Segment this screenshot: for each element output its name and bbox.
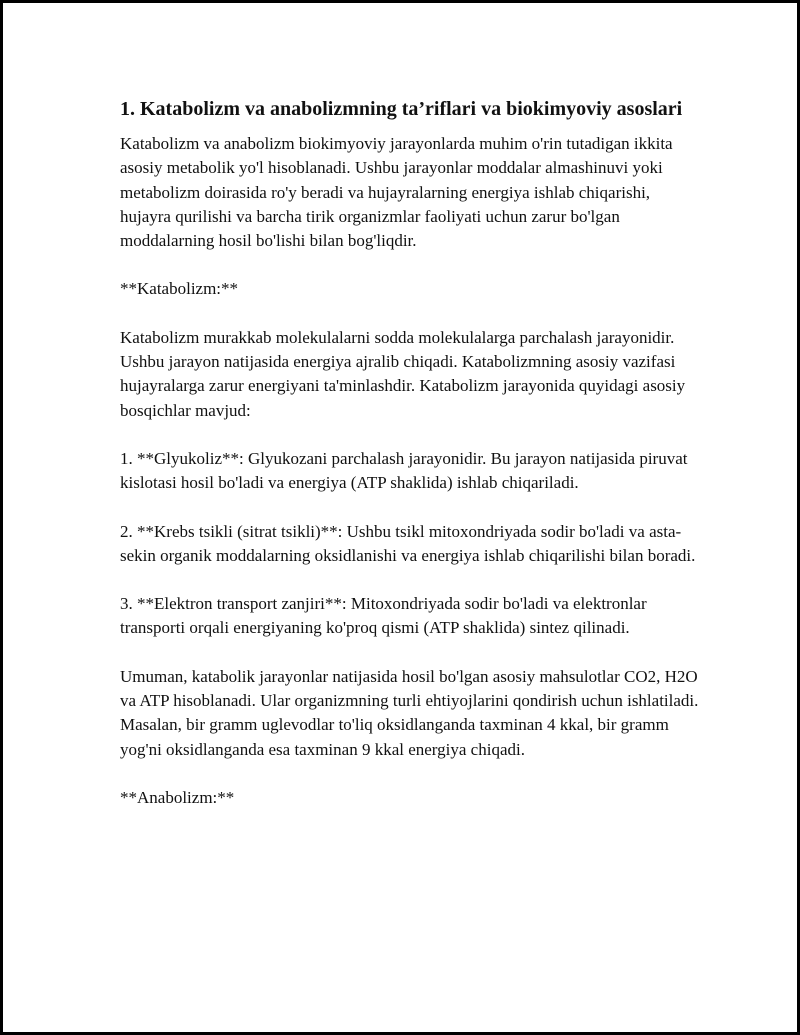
electron-transport-paragraph: 3. **Elektron transport zanjiri**: Mitoxondriyada sodir bo'ladi va elektronlar transporti orqali energiyaning ko'proq qismi (ATP shaklida) sintez qilinadi.: [120, 594, 647, 638]
anabolizm-subheading: **Anabolizm:**: [120, 787, 235, 807]
summary-paragraph: Umuman, katabolik jarayonlar natijasida hosil bo'lgan asosiy mahsulotlar CO2, H2O va ATP hisoblanadi. Ular organizmning turli ehtiyojlarini qondirish uchun ishlatiladi. Masalan, bir gramm uglevodlar to'liq oksidlanganda taxminan 4 kkal, bir gramm yog'ni oksidlanganda esa taxminan 9 kkal energiya chiqadi.: [120, 666, 699, 759]
katabolizm-subheading: **Katabolizm:**: [120, 279, 239, 299]
glyukoliz-paragraph: 1. **Glyukoliz**: Glyukozani parchalash jarayonidir. Bu jarayon natijasida piruvat kislotasi hosil bo'ladi va energiya (ATP shaklida) ishlab chiqariladi.: [120, 448, 688, 493]
intro-paragraph: Katabolizm va anabolizm biokimyoviy jarayonlarda muhim o'rin tutadigan ikkita asosiy metabolik yo'l hisoblanadi. Ushbu jarayonlar moddalar almashinuvi yoki metabolizm doirasida ro'y beradi va hujayralarning energiya ishlab chiqarishi, hujayra qurilishi va barcha tirik organizmlar faoliyati uchun zarur bo'lgan moddalarning hosil bo'lishi bilan bog'liqdir.: [120, 134, 673, 251]
section-heading: 1. Katabolizm va anabolizmning ta’riflari va biokimyoviy asoslari: [120, 98, 683, 120]
katabolizm-definition-paragraph: Katabolizm murakkab molekulalarni sodda molekulalarga parchalash jarayonidir. Ushbu jarayon natijasida energiya ajralib chiqadi. Katabolizmning asosiy vazifasi hujayralarga zarur energiyani ta'minlashdir. Katabolizm jarayonida quyidagi asosiy bosqichlar mavjud:: [120, 327, 686, 420]
document-content: [120, 96, 700, 834]
krebs-cycle-paragraph: 2. **Krebs tsikli (sitrat tsikli)**: Ushbu tsikl mitoxondriyada sodir bo'ladi va asta-sekin organik moddalarning oksidlanishi va energiya ishlab chiqarilishi bilan boradi.: [120, 521, 696, 565]
